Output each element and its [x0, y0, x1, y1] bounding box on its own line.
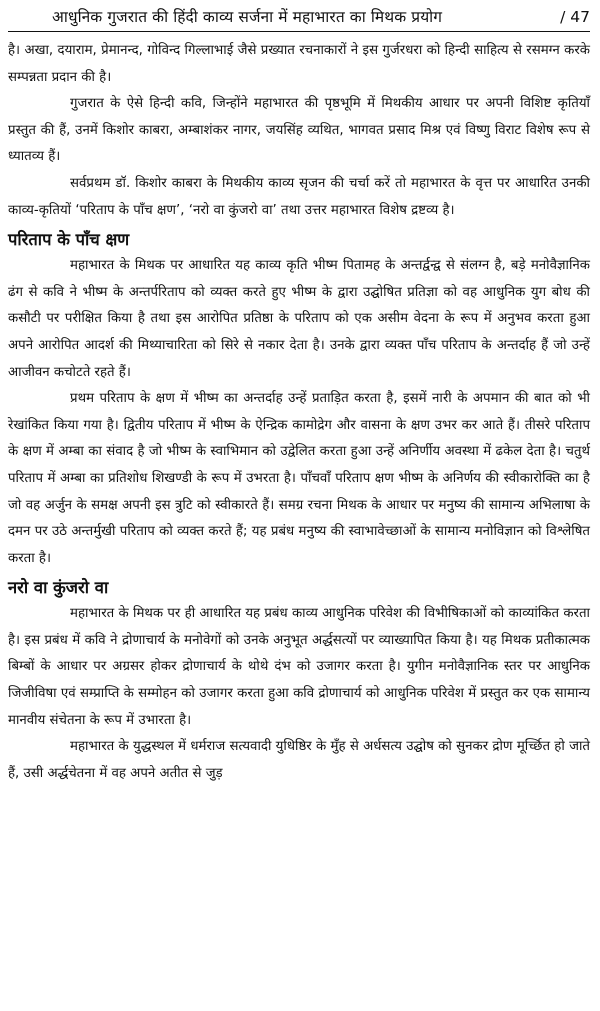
page-number: / 47	[560, 8, 590, 26]
paragraph: है। अखा, दयाराम, प्रेमानन्द, गोविन्द गिल्लाभाई जैसे प्रख्यात रचनाकारों ने इस गुर्जरधरा को हिन्दी साहित्य से रसमग्न करके सम्पन्नता प्रदान की है।	[8, 43, 590, 85]
section-heading: परिताप के पाँच क्षण	[8, 230, 130, 250]
section-heading: नरो वा कुंजरो वा	[8, 578, 109, 598]
paragraph: महाभारत के मिथक पर ही आधारित यह प्रबंध काव्य आधुनिक परिवेश की विभीषिकाओं को काव्यांकित करता है। इस प्रबंध में कवि ने द्रोणाचार्य के मनोवेगों को उनके अनुभूत अर्द्धसत्यों पर व्याख्यापित किया है। यह मिथक प्रतीकात्मक बिम्बों के आधार पर अग्रसर होकर द्रोणाचार्य के थोथे दंभ को उजागर करता है। युगीन मनोवैज्ञानिक स्तर पर आधुनिक जिजीविषा एवं सम्प्राप्ति के सम्मोहन को उजागर करता हुआ कवि द्रोणाचार्य को आधुनिक परिवेश में प्रस्तुत कर एक सामान्य मानवीय संचेतना के रूप में उभारता है।	[8, 606, 590, 728]
paragraph: महाभारत के मिथक पर आधारित यह काव्य कृति भीष्म पितामह के अन्तर्द्वन्द्व से संलग्न है, बड़े मनोवैज्ञानिक ढंग से कवि ने भीष्म के अन्तर्परिताप को व्यक्त करते हुए भीष्म के द्वारा उद्घोषित प्रतिज्ञा को वह आधुनिक युग बोध की कसौटी पर परीक्षित किया है तथा इस आरोपित प्रतिष्ठा के परिताप को एक असीम वेदना के रूप में अनुभव करता हुआ अपने आरोपित आदर्श की मिथ्याचारिता को सिरे से नकार देता है। उनके द्वारा व्यक्त पाँच परिताप के अन्तर्दाह हैं जो उन्हें आजीवन कचोटते रहते हैं।	[8, 258, 590, 380]
paragraph: महाभारत के युद्धस्थल में धर्मराज सत्यवादी युधिष्ठिर के मुँह से अर्धसत्य उद्घोष को सुनकर द्रोण मूर्च्छित हो जाते हैं, उसी अर्द्धचेतना में वह अपने अतीत से जुड़	[8, 739, 590, 781]
paragraph: सर्वप्रथम डॉ. किशोर काबरा के मिथकीय काव्य सृजन की चर्चा करें तो महाभारत के वृत्त पर आधारित उनकी काव्य-कृतियों ‘परिताप के पाँच क्षण’, ‘नरो वा कुंजरो वा’ तथा उत्तर महाभारत विशेष द्रष्टव्य है।	[8, 175, 590, 218]
paragraph: गुजरात के ऐसे हिन्दी कवि, जिन्होंने महाभारत की पृष्ठभूमि में मिथकीय आधार पर अपनी विशिष्ट कृतियाँ प्रस्तुत की हैं, उनमें किशोर काबरा, अम्बाशंकर नागर, जयसिंह व्यथित, भागवत प्रसाद मिश्र एवं विष्णु विराट विशेष रूप से ध्यातव्य हैं।	[8, 96, 590, 165]
paragraph: प्रथम परिताप के क्षण में भीष्म का अन्तर्दाह उन्हें प्रताड़ित करता है, इसमें नारी के अपमान की बात को भी रेखांकित किया गया है। द्वितीय परिताप में भीष्म के ऐन्द्रिक कामोद्रेग और वासना के क्षण उभर कर आते हैं। तीसरे परिताप के क्षण में अम्बा का संवाद है जो भीष्म के स्वाभिमान को उद्वेलित करता हुआ उन्हें अनिर्णीय अवस्था में ढकेल देता है। चतुर्थ परिताप में अम्बा का प्रतिशोध शिखण्डी के रूप में उभरता है। पाँचवाँ परिताप क्षण भीष्म के अनिर्णय की स्वीकारोक्ति का है जो वह अर्जुन के समक्ष अपनी इस त्रुटि को स्वीकारते हैं। समग्र रचना मिथक के आधार पर मनुष्य की सामान्य अभिलाषा के दमन पर उठे अन्तर्मुखी परिताप को व्यक्त करते हैं; यह प्रबंध मनुष्य की स्वाभावेच्छाओं के सामान्य मनोविज्ञान को विश्लेषित करता है।	[8, 391, 590, 566]
running-header	[8, 6, 590, 32]
running-title: आधुनिक गुजरात की हिंदी काव्य सर्जना में महाभारत का मिथक प्रयोग	[52, 8, 443, 26]
